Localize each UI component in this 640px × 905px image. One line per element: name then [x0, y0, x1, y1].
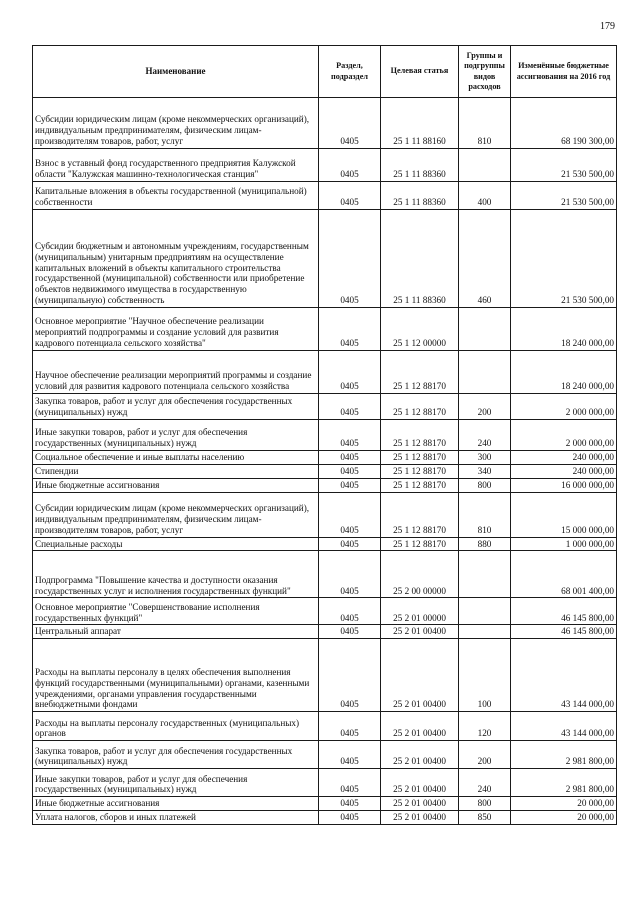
row-target-article: 25 1 12 88170 — [381, 492, 459, 537]
row-name: Иные закупки товаров, работ и услуг для обеспечения государственных (муниципальных) нужд — [33, 420, 319, 451]
row-section: 0405 — [319, 537, 381, 551]
row-name: Расходы на выплаты персоналу государственных (муниципальных) органов — [33, 712, 319, 741]
table-row — [33, 741, 617, 769]
row-target-article: 25 2 01 00400 — [381, 741, 459, 769]
row-amount: 21 530 500,00 — [511, 210, 617, 308]
row-amount: 68 001 400,00 — [511, 551, 617, 598]
row-name: Социальное обеспечение и иные выплаты населению — [33, 451, 319, 465]
row-amount: 68 190 300,00 — [511, 98, 617, 149]
row-name: Закупка товаров, работ и услуг для обеспечения государственных (муниципальных) нужд — [33, 741, 319, 769]
row-name: Иные бюджетные ассигнования — [33, 478, 319, 492]
header-group: Группы и подгруппы видов расходов — [459, 46, 511, 98]
row-amount: 20 000,00 — [511, 811, 617, 825]
row-name: Иные бюджетные ассигнования — [33, 797, 319, 811]
row-name: Специальные расходы — [33, 537, 319, 551]
row-amount: 16 000 000,00 — [511, 478, 617, 492]
row-expense-group: 200 — [459, 741, 511, 769]
header-target: Целевая статья — [381, 46, 459, 98]
row-section: 0405 — [319, 551, 381, 598]
row-name: Субсидии юридическим лицам (кроме некоммерческих организаций), индивидуальным предпринимателям, физическим лицам-производителям товаров, работ, услуг — [33, 98, 319, 149]
row-expense-group: 460 — [459, 210, 511, 308]
row-section: 0405 — [319, 149, 381, 182]
table-body — [33, 98, 617, 825]
row-section: 0405 — [319, 451, 381, 465]
row-expense-group: 100 — [459, 639, 511, 712]
row-expense-group: 810 — [459, 98, 511, 149]
table-row — [33, 769, 617, 797]
row-section: 0405 — [319, 308, 381, 351]
row-target-article: 25 2 01 00000 — [381, 598, 459, 625]
row-target-article: 25 2 01 00400 — [381, 811, 459, 825]
page-number: 179 — [600, 21, 615, 32]
row-expense-group — [459, 625, 511, 639]
table-row — [33, 598, 617, 625]
table-row — [33, 182, 617, 210]
row-expense-group: 340 — [459, 464, 511, 478]
row-expense-group: 810 — [459, 492, 511, 537]
row-expense-group — [459, 308, 511, 351]
row-amount: 43 144 000,00 — [511, 639, 617, 712]
row-section: 0405 — [319, 797, 381, 811]
row-amount: 2 981 800,00 — [511, 769, 617, 797]
row-name: Взнос в уставный фонд государственного предприятия Калужской области "Калужская машинно-технологическая станция" — [33, 149, 319, 182]
row-section: 0405 — [319, 639, 381, 712]
row-target-article: 25 2 00 00000 — [381, 551, 459, 598]
row-name: Закупка товаров, работ и услуг для обеспечения государственных (муниципальных) нужд — [33, 394, 319, 420]
row-target-article: 25 1 12 88170 — [381, 537, 459, 551]
table-row — [33, 551, 617, 598]
table-row — [33, 625, 617, 639]
row-target-article: 25 1 12 88170 — [381, 351, 459, 394]
row-expense-group — [459, 351, 511, 394]
row-target-article: 25 2 01 00400 — [381, 797, 459, 811]
row-expense-group: 200 — [459, 394, 511, 420]
row-amount: 21 530 500,00 — [511, 182, 617, 210]
table-row — [33, 98, 617, 149]
table-row — [33, 811, 617, 825]
row-target-article: 25 1 11 88360 — [381, 210, 459, 308]
header-name: Наименование — [33, 46, 319, 98]
table-row — [33, 210, 617, 308]
row-amount: 18 240 000,00 — [511, 351, 617, 394]
row-amount: 18 240 000,00 — [511, 308, 617, 351]
row-name: Расходы на выплаты персоналу в целях обеспечения выполнения функций государственными (муниципальными) органами, казенными учреждениями, органами управления государственными внебюджетными фондами — [33, 639, 319, 712]
row-expense-group: 120 — [459, 712, 511, 741]
table-row — [33, 351, 617, 394]
table-row — [33, 639, 617, 712]
row-name: Основное мероприятие "Совершенствование исполнения государственных функций" — [33, 598, 319, 625]
row-name: Капитальные вложения в объекты государственной (муниципальной) собственности — [33, 182, 319, 210]
row-section: 0405 — [319, 351, 381, 394]
row-expense-group — [459, 598, 511, 625]
row-name: Научное обеспечение реализации мероприятий программы и создание условий для развития кадрового потенциала сельского хозяйства — [33, 351, 319, 394]
row-target-article: 25 1 12 88170 — [381, 478, 459, 492]
row-section: 0405 — [319, 625, 381, 639]
row-section: 0405 — [319, 464, 381, 478]
row-target-article: 25 1 11 88360 — [381, 182, 459, 210]
header-section: Раздел, подраздел — [319, 46, 381, 98]
row-amount: 2 981 800,00 — [511, 741, 617, 769]
row-amount: 240 000,00 — [511, 464, 617, 478]
row-target-article: 25 1 12 88170 — [381, 420, 459, 451]
row-name: Уплата налогов, сборов и иных платежей — [33, 811, 319, 825]
table-row — [33, 797, 617, 811]
row-amount: 20 000,00 — [511, 797, 617, 811]
row-section: 0405 — [319, 210, 381, 308]
row-section: 0405 — [319, 394, 381, 420]
row-expense-group: 800 — [459, 797, 511, 811]
row-amount: 2 000 000,00 — [511, 420, 617, 451]
row-amount: 46 145 800,00 — [511, 625, 617, 639]
row-name: Стипендии — [33, 464, 319, 478]
row-expense-group — [459, 551, 511, 598]
row-target-article: 25 2 01 00400 — [381, 639, 459, 712]
table-row — [33, 149, 617, 182]
table-row — [33, 478, 617, 492]
row-section: 0405 — [319, 420, 381, 451]
row-target-article: 25 2 01 00400 — [381, 769, 459, 797]
row-expense-group: 880 — [459, 537, 511, 551]
row-amount: 2 000 000,00 — [511, 394, 617, 420]
table-row — [33, 492, 617, 537]
row-section: 0405 — [319, 741, 381, 769]
row-amount: 240 000,00 — [511, 451, 617, 465]
row-expense-group — [459, 149, 511, 182]
row-name: Иные закупки товаров, работ и услуг для обеспечения государственных (муниципальных) нужд — [33, 769, 319, 797]
row-section: 0405 — [319, 811, 381, 825]
row-section: 0405 — [319, 598, 381, 625]
table-header — [33, 46, 617, 98]
table-row — [33, 394, 617, 420]
row-section: 0405 — [319, 492, 381, 537]
budget-table — [32, 45, 617, 825]
table-row — [33, 464, 617, 478]
row-target-article: 25 1 11 88160 — [381, 98, 459, 149]
row-name: Субсидии юридическим лицам (кроме некоммерческих организаций), индивидуальным предпринимателям, физическим лицам-производителям товаров, работ, услуг — [33, 492, 319, 537]
row-name: Подпрограмма "Повышение качества и доступности оказания государственных услуг и исполнения государственных функций" — [33, 551, 319, 598]
row-section: 0405 — [319, 98, 381, 149]
row-expense-group: 240 — [459, 769, 511, 797]
table-row — [33, 420, 617, 451]
table-row — [33, 537, 617, 551]
row-name: Центральный аппарат — [33, 625, 319, 639]
row-target-article: 25 1 12 88170 — [381, 451, 459, 465]
row-expense-group: 300 — [459, 451, 511, 465]
row-target-article: 25 1 12 00000 — [381, 308, 459, 351]
row-target-article: 25 1 12 88170 — [381, 394, 459, 420]
row-expense-group: 400 — [459, 182, 511, 210]
row-target-article: 25 2 01 00400 — [381, 625, 459, 639]
table-row — [33, 451, 617, 465]
row-name: Субсидии бюджетным и автономным учреждениям, государственным (муниципальным) унитарным предприятиям на осуществление капитальных вложений в объекты капитального строительства государственной (муниципальной) собственности или приобретение объектов недвижимого имущества в государственную (муниципальную) собственность — [33, 210, 319, 308]
row-amount: 46 145 800,00 — [511, 598, 617, 625]
row-amount: 1 000 000,00 — [511, 537, 617, 551]
row-amount: 15 000 000,00 — [511, 492, 617, 537]
row-name: Основное мероприятие "Научное обеспечение реализации мероприятий подпрограммы и создание условий для развития кадрового потенциала сельского хозяйства" — [33, 308, 319, 351]
table-row — [33, 712, 617, 741]
row-expense-group: 850 — [459, 811, 511, 825]
row-expense-group: 800 — [459, 478, 511, 492]
row-section: 0405 — [319, 712, 381, 741]
table-row — [33, 308, 617, 351]
row-section: 0405 — [319, 769, 381, 797]
row-section: 0405 — [319, 478, 381, 492]
row-section: 0405 — [319, 182, 381, 210]
header-amount: Изменённые бюджетные ассигнования на 2016 год — [511, 46, 617, 98]
row-target-article: 25 2 01 00400 — [381, 712, 459, 741]
row-expense-group: 240 — [459, 420, 511, 451]
row-amount: 21 530 500,00 — [511, 149, 617, 182]
row-target-article: 25 1 11 88360 — [381, 149, 459, 182]
row-target-article: 25 1 12 88170 — [381, 464, 459, 478]
row-amount: 43 144 000,00 — [511, 712, 617, 741]
